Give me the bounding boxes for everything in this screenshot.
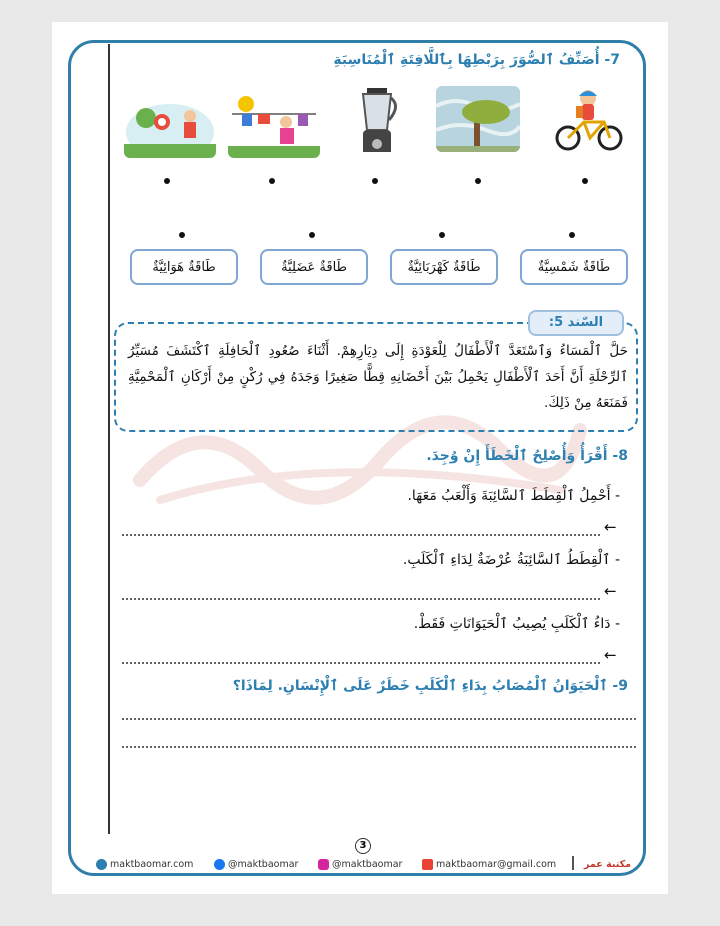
label-connector-dot[interactable]	[439, 232, 445, 238]
image-connector-dot[interactable]	[269, 178, 275, 184]
statement-2: - ٱلْقِطَطُ ٱلسَّائِبَةُ عُرْضَةٌ لِدَاءِ ٱلْكَلَبِ.	[402, 552, 620, 568]
question-9-title: 9- ٱلْحَيَوَانُ ٱلْمُصَابُ بِدَاءِ ٱلْكَلَبِ خَطَرٌ عَلَى ٱلْإِنْسَانِ. لِمَاذَا؟	[232, 678, 628, 694]
instagram-icon	[318, 859, 329, 870]
label-solar-energy[interactable]: طَاقَةٌ شَمْسِيَّةٌ	[520, 249, 628, 285]
image-connector-dot[interactable]	[475, 178, 481, 184]
footer-instagram[interactable]	[318, 857, 402, 871]
footer-brand-logo: مكتبة عمر	[584, 858, 631, 870]
archery-girl-image	[124, 92, 216, 158]
margin-line	[108, 44, 110, 834]
label-muscular-energy[interactable]: طَاقَةٌ عَضَلِيَّةٌ	[260, 249, 368, 285]
footer-email[interactable]	[422, 857, 556, 871]
answer-line-5[interactable]	[122, 746, 636, 748]
image-connector-dot[interactable]	[372, 178, 378, 184]
cyclist-boy-image	[548, 86, 632, 152]
windy-tree-image	[436, 86, 520, 152]
footer-facebook[interactable]	[214, 857, 298, 871]
answer-line-3[interactable]	[122, 662, 600, 664]
document-tag: السّند 5:	[528, 310, 624, 336]
instagram-text: @maktbaomar	[332, 858, 403, 870]
page-number: 3	[355, 838, 371, 854]
image-connector-dot[interactable]	[582, 178, 588, 184]
arrow-icon: ←	[604, 646, 617, 664]
mail-icon	[422, 859, 433, 870]
document-passage: حَلَّ ٱلْمَسَاءُ وَٱسْتَعَدَّ ٱلْأَطْفَالُ لِلْعَوْدَةِ إِلَى دِيَارِهِمْ. أَثْنَاءَ صُعُودِ ٱلْحَافِلَةِ ٱكْتَشَفَ مُسَيِّرُ ٱلرِّحْلَةِ أَنَّ أَحَدَ ٱلْأَطْفَالِ يَحْمِلُ بَيْنَ أَحْضَانِهِ قِطًّا صَغِيرًا وَجَدَهُ فِي رُكْنٍ مِنْ أَرْكَانِ ٱلْمَحْمِيَّةِ فَمَنَعَهُ مِنْ ذَلِكَ.	[128, 343, 628, 411]
answer-line-1[interactable]	[122, 534, 600, 536]
statement-1: - أَحْمِلُ ٱلْقِطَطَ ٱلسَّائِبَةَ وَأَلْعَبُ مَعَهَا.	[407, 488, 620, 504]
image-connector-dot[interactable]	[164, 178, 170, 184]
footer-website[interactable]	[96, 857, 193, 871]
facebook-icon	[214, 859, 225, 870]
arrow-icon: ←	[604, 518, 617, 536]
label-connector-dot[interactable]	[309, 232, 315, 238]
answer-line-2[interactable]	[122, 598, 600, 600]
email-text: maktbaomar@gmail.com	[436, 858, 557, 870]
footer-divider	[572, 856, 574, 870]
laundry-drying-sun-image	[228, 92, 320, 158]
blender-image	[345, 86, 409, 152]
label-connector-dot[interactable]	[569, 232, 575, 238]
label-wind-energy[interactable]: طَاقَةٌ هَوَائِيَّةٌ	[130, 249, 238, 285]
answer-line-4[interactable]	[122, 718, 636, 720]
label-electrical-energy[interactable]: طَاقَةٌ كَهْرَبَائِيَّةٌ	[390, 249, 498, 285]
label-connector-dot[interactable]	[179, 232, 185, 238]
question-8-title: 8- أَقْرَأُ وَأُصْلِحُ ٱلْخَطَأَ إِنْ وُجِدَ.	[426, 448, 628, 464]
question-7-title: 7- أُصَنِّفُ ٱلصُّوَرَ بِرَبْطِهَا بِٱللَّافِتَةِ ٱلْمُنَاسِبَةِ	[333, 52, 620, 68]
statement-3: - دَاءُ ٱلْكَلَبِ يُصِيبُ ٱلْحَيَوَانَاتِ فَقَطْ.	[413, 616, 620, 632]
facebook-text: @maktbaomar	[228, 858, 299, 870]
globe-icon	[96, 859, 107, 870]
website-text: maktbaomar.com	[110, 858, 194, 870]
arrow-icon: ←	[604, 582, 617, 600]
